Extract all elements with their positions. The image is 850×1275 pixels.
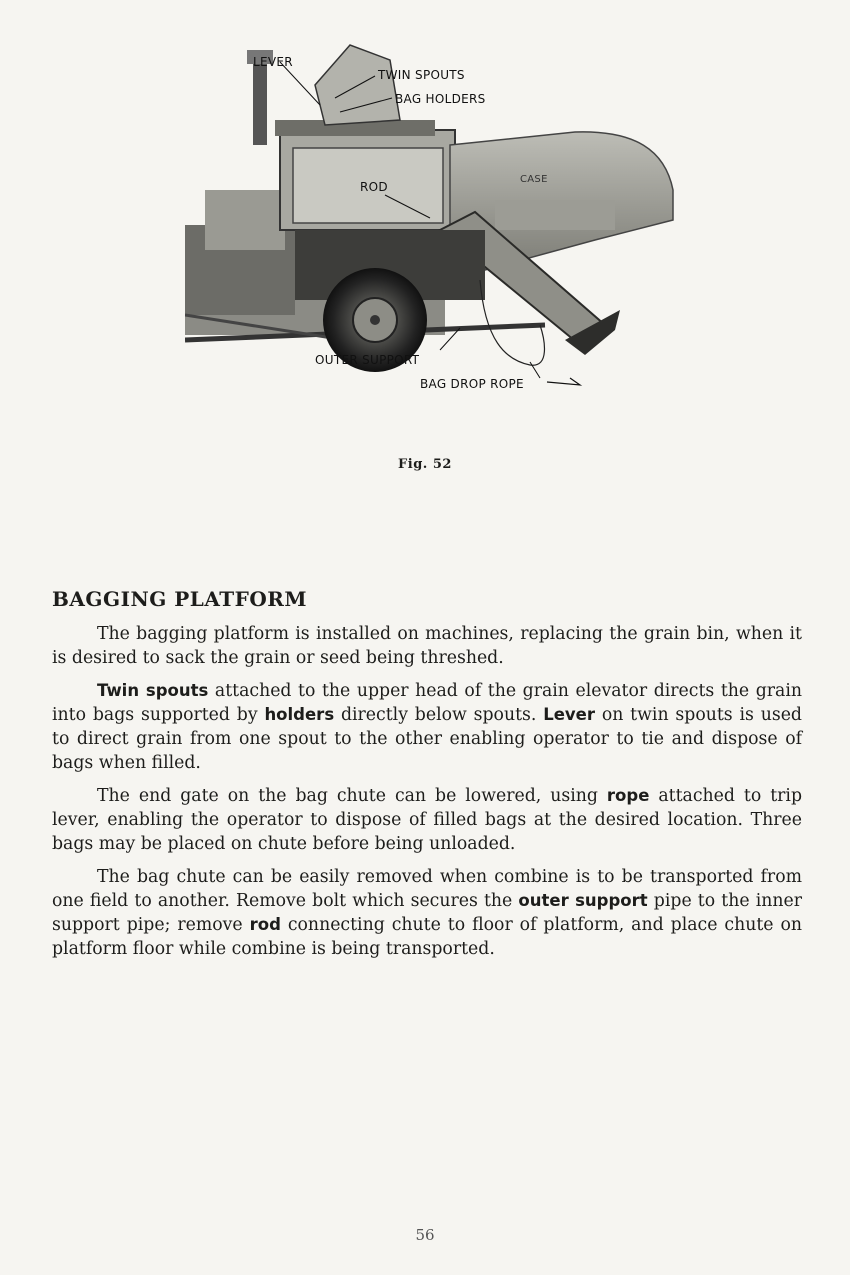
text-run: on twin spouts is used to direct grain from one spout to the other enabling operator to tie and dispose of bags when filled. — [52, 705, 802, 773]
figure-caption: Fig. 52 — [398, 457, 452, 472]
text-run: pipe to the inner support pipe; remove — [52, 891, 802, 935]
paragraph — [52, 865, 802, 961]
bold-term: rod — [249, 915, 281, 934]
page-number: 56 — [415, 1226, 435, 1244]
bold-term: rope — [606, 786, 650, 805]
rod-label: ROD — [360, 180, 388, 194]
bold-term: holders — [264, 705, 335, 724]
bag-holders-label: BAG HOLDERS — [395, 92, 486, 106]
section-body — [52, 622, 802, 970]
outer-support-label: OUTER SUPPORT — [315, 353, 420, 367]
text-run: The bagging platform is installed on machines, replacing the grain bin, when it is desired to sack the grain or seed being threshed. — [52, 624, 802, 668]
twin-spouts-label: TWIN SPOUTS — [378, 68, 465, 82]
section-title: BAGGING PLATFORM — [52, 587, 308, 611]
bold-term: Lever — [543, 705, 595, 724]
paragraph — [52, 679, 802, 775]
bold-term: Twin spouts — [97, 681, 209, 700]
bold-term: outer support — [518, 891, 648, 910]
paragraph — [52, 622, 802, 670]
text-run: attached to trip lever, enabling the operator to dispose of filled bags at the desired location. Three bags may be placed on chute before being unloaded. — [52, 786, 803, 854]
lever-label: LEVER — [253, 55, 293, 69]
paragraph — [52, 784, 802, 856]
text-run: connecting chute to floor of platform, and place chute on platform floor while combine is being transported. — [52, 915, 802, 959]
text-run: directly below spouts. — [334, 705, 544, 725]
bag-drop-rope-label: BAG DROP ROPE — [420, 377, 524, 391]
text-run: The end gate on the bag chute can be lowered, using — [97, 786, 607, 806]
figure-52 — [185, 40, 675, 450]
text-run: attached to the upper head of the grain elevator directs the grain into bags supported by — [52, 681, 802, 725]
text-run: The bag chute can be easily removed when combine is to be transported from one field to another. Remove bolt which secures the — [52, 867, 802, 911]
case-logo-label: CASE — [520, 174, 548, 185]
